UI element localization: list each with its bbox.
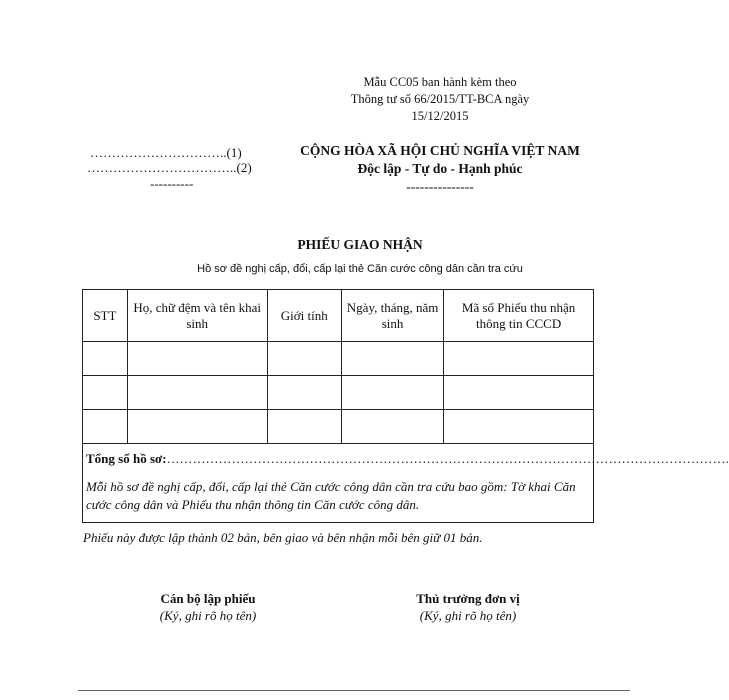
table-cell (341, 342, 443, 376)
form-note-line: 15/12/2015 (411, 109, 469, 123)
signature-left (108, 590, 308, 624)
table-row (83, 342, 594, 376)
column-header: STT (83, 290, 128, 342)
dossier-note: Mỗi hồ sơ đề nghị cấp, đổi, cấp lại thẻ Căn cước công dân cần tra cứu bao gồm: Tờ khai Căn cước công dân và Phiếu thu nhận thông tin Căn cước công dân. (86, 479, 576, 512)
table-cell (444, 342, 594, 376)
total-label: Tổng số hồ sơ: (86, 451, 167, 466)
form-note-line: Mẫu CC05 ban hành kèm theo (363, 75, 517, 89)
motto: Độc lập - Tự do - Hạnh phúc (357, 161, 523, 176)
table-header-row (83, 290, 594, 342)
table-cell (83, 342, 128, 376)
document-title: PHIẾU GIAO NHẬN (297, 237, 423, 252)
table-cell (83, 376, 128, 410)
table-cell (127, 342, 267, 376)
form-template-note (345, 74, 535, 125)
table-row (83, 376, 594, 410)
signature-right-title: Thủ trưởng đơn vị (416, 591, 520, 606)
agency-underline: ---------- (150, 176, 194, 191)
signature-left-title: Cán bộ lập phiếu (160, 591, 256, 606)
table-cell (341, 376, 443, 410)
total-records-line (86, 451, 729, 467)
agency-line-1: …………………………..(1) (90, 145, 242, 160)
table-cell (267, 376, 341, 410)
copies-note: Phiếu này được lập thành 02 bản, bên giao và bên nhận mỗi bên giữ 01 bản. (83, 530, 483, 545)
table-row (83, 410, 594, 444)
table-cell (341, 410, 443, 444)
column-header: Giới tính (267, 290, 341, 342)
nation-title: CỘNG HÒA XÃ HỘI CHỦ NGHĨA VIỆT NAM (300, 143, 580, 158)
page-bottom-rule (78, 690, 630, 691)
signature-right-hint: (Ký, ghi rõ họ tên) (419, 608, 517, 623)
table-cell (83, 410, 128, 444)
agency-line-2: ……………………………..(2) (87, 160, 252, 175)
table-cell (267, 342, 341, 376)
national-header (280, 142, 600, 196)
document-subtitle: Hồ sơ đề nghị cấp, đổi, cấp lại thẻ Căn cước công dân cần tra cứu (197, 263, 523, 275)
column-header: Ngày, tháng, năm sinh (341, 290, 443, 342)
table-cell (444, 376, 594, 410)
signature-right (368, 590, 568, 624)
column-header: Họ, chữ đệm và tên khai sinh (127, 290, 267, 342)
table-cell (127, 410, 267, 444)
table-cell (444, 410, 594, 444)
form-note-line: Thông tư số 66/2015/TT-BCA ngày (350, 92, 530, 106)
table-cell (127, 376, 267, 410)
column-header: Mã số Phiếu thu nhận thông tin CCCD (444, 290, 594, 342)
motto-underline: --------------- (406, 179, 474, 194)
table-cell (267, 410, 341, 444)
total-dots: …………………………………………………………………………………………………………………. (166, 451, 729, 466)
signature-left-hint: (Ký, ghi rõ họ tên) (159, 608, 257, 623)
records-table (82, 289, 594, 444)
